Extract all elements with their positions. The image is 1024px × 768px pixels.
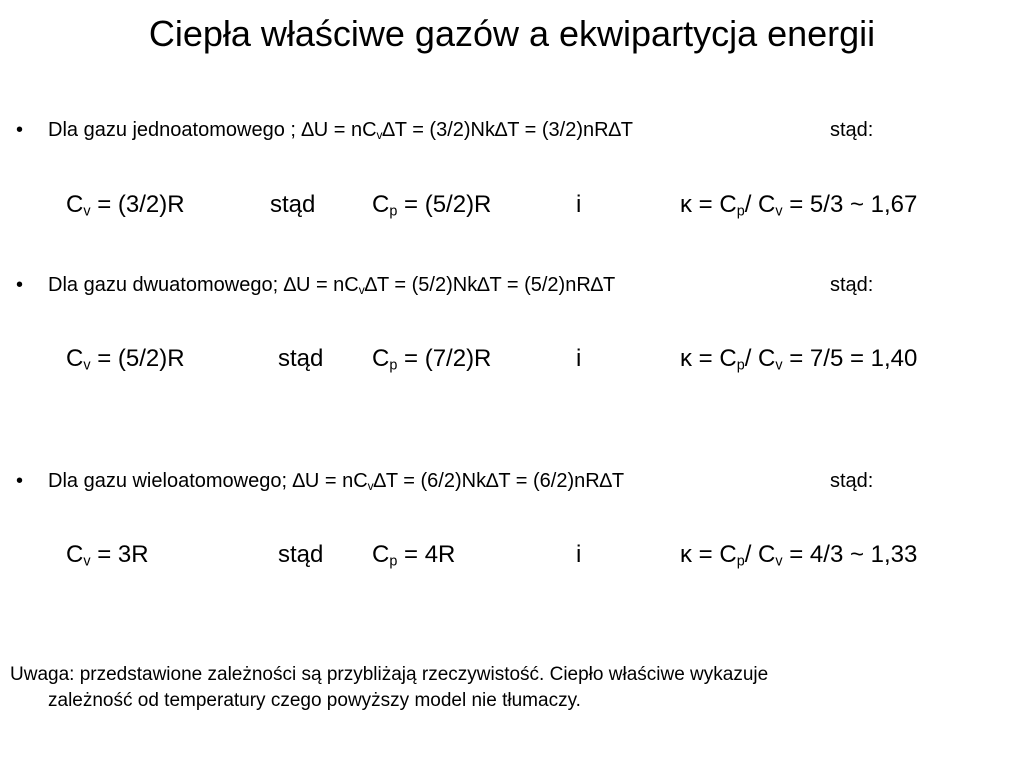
slide-title: Ciepła właściwe gazów a ekwipartycja energii bbox=[148, 13, 876, 54]
bullet-diatomic bbox=[16, 272, 874, 298]
result-row-diatomic bbox=[0, 344, 1024, 374]
kappa-formula: $\kappa = C_p/$ $C_v = 5/3$ ~ 1,67 bbox=[680, 191, 918, 220]
result-row-monatomic bbox=[0, 190, 1024, 220]
stad-word: stąd bbox=[270, 191, 316, 218]
energy-equation-b: ∆T = (3/2)Nk∆T = (3/2)nR∆T bbox=[382, 119, 634, 141]
cp-formula: $C_p = (7/2)R$ bbox=[372, 345, 492, 374]
subscript-v: v bbox=[367, 479, 374, 493]
energy-equation-a: ∆U = nC bbox=[283, 274, 359, 296]
note-line-1: Uwaga: przedstawione zależności są przybliżają rzeczywistość. Ciepło właściwe wykazuje bbox=[10, 664, 769, 685]
stad-label: stąd: bbox=[830, 119, 874, 141]
cv-formula: $C_v = 3R$ bbox=[66, 541, 149, 570]
cp-formula: $C_p = 4R$ bbox=[372, 541, 456, 570]
bullet-prefix: Dla gazu jednoatomowego ; bbox=[48, 119, 302, 141]
bullet-dot: • bbox=[16, 119, 24, 141]
bullet-monatomic bbox=[16, 117, 874, 143]
stad-word: stąd bbox=[278, 541, 324, 568]
cv-formula: $C_v = (5/2)R$ bbox=[66, 345, 185, 374]
and-word: i bbox=[576, 345, 582, 372]
energy-equation-a: ∆U = nC bbox=[301, 119, 377, 141]
bullet-dot: • bbox=[16, 470, 24, 492]
kappa-formula: $\kappa = C_p/$ $C_v = 4/3$ ~ 1,33 bbox=[680, 541, 918, 570]
stad-label: stąd: bbox=[830, 274, 874, 296]
and-word: i bbox=[576, 541, 582, 568]
energy-equation-a: ∆U = nC bbox=[292, 470, 368, 492]
bullet-dot: • bbox=[16, 274, 24, 296]
kappa-formula: $\kappa = C_p/$ $C_v = 7/5 = 1,40$ bbox=[680, 345, 918, 374]
note-line-2: zależność od temperatury czego powyższy model nie tłumaczy. bbox=[48, 690, 581, 711]
stad-label: stąd: bbox=[830, 470, 874, 492]
cv-formula: $C_v = (3/2)R$ bbox=[66, 191, 185, 220]
stad-word: stąd bbox=[278, 345, 324, 372]
energy-equation-b: ∆T = (6/2)Nk∆T = (6/2)nR∆T bbox=[373, 470, 625, 492]
result-row-polyatomic bbox=[0, 540, 1024, 570]
subscript-v: v bbox=[376, 128, 383, 142]
cp-formula: $C_p = (5/2)R$ bbox=[372, 191, 492, 220]
subscript-v: v bbox=[358, 283, 365, 297]
energy-equation-b: ∆T = (5/2)Nk∆T = (5/2)nR∆T bbox=[364, 274, 616, 296]
bullet-polyatomic bbox=[16, 468, 874, 494]
and-word: i bbox=[576, 191, 582, 218]
bullet-prefix: Dla gazu dwuatomowego; bbox=[48, 274, 284, 296]
remark-note bbox=[10, 662, 990, 714]
bullet-prefix: Dla gazu wieloatomowego; bbox=[48, 470, 293, 492]
